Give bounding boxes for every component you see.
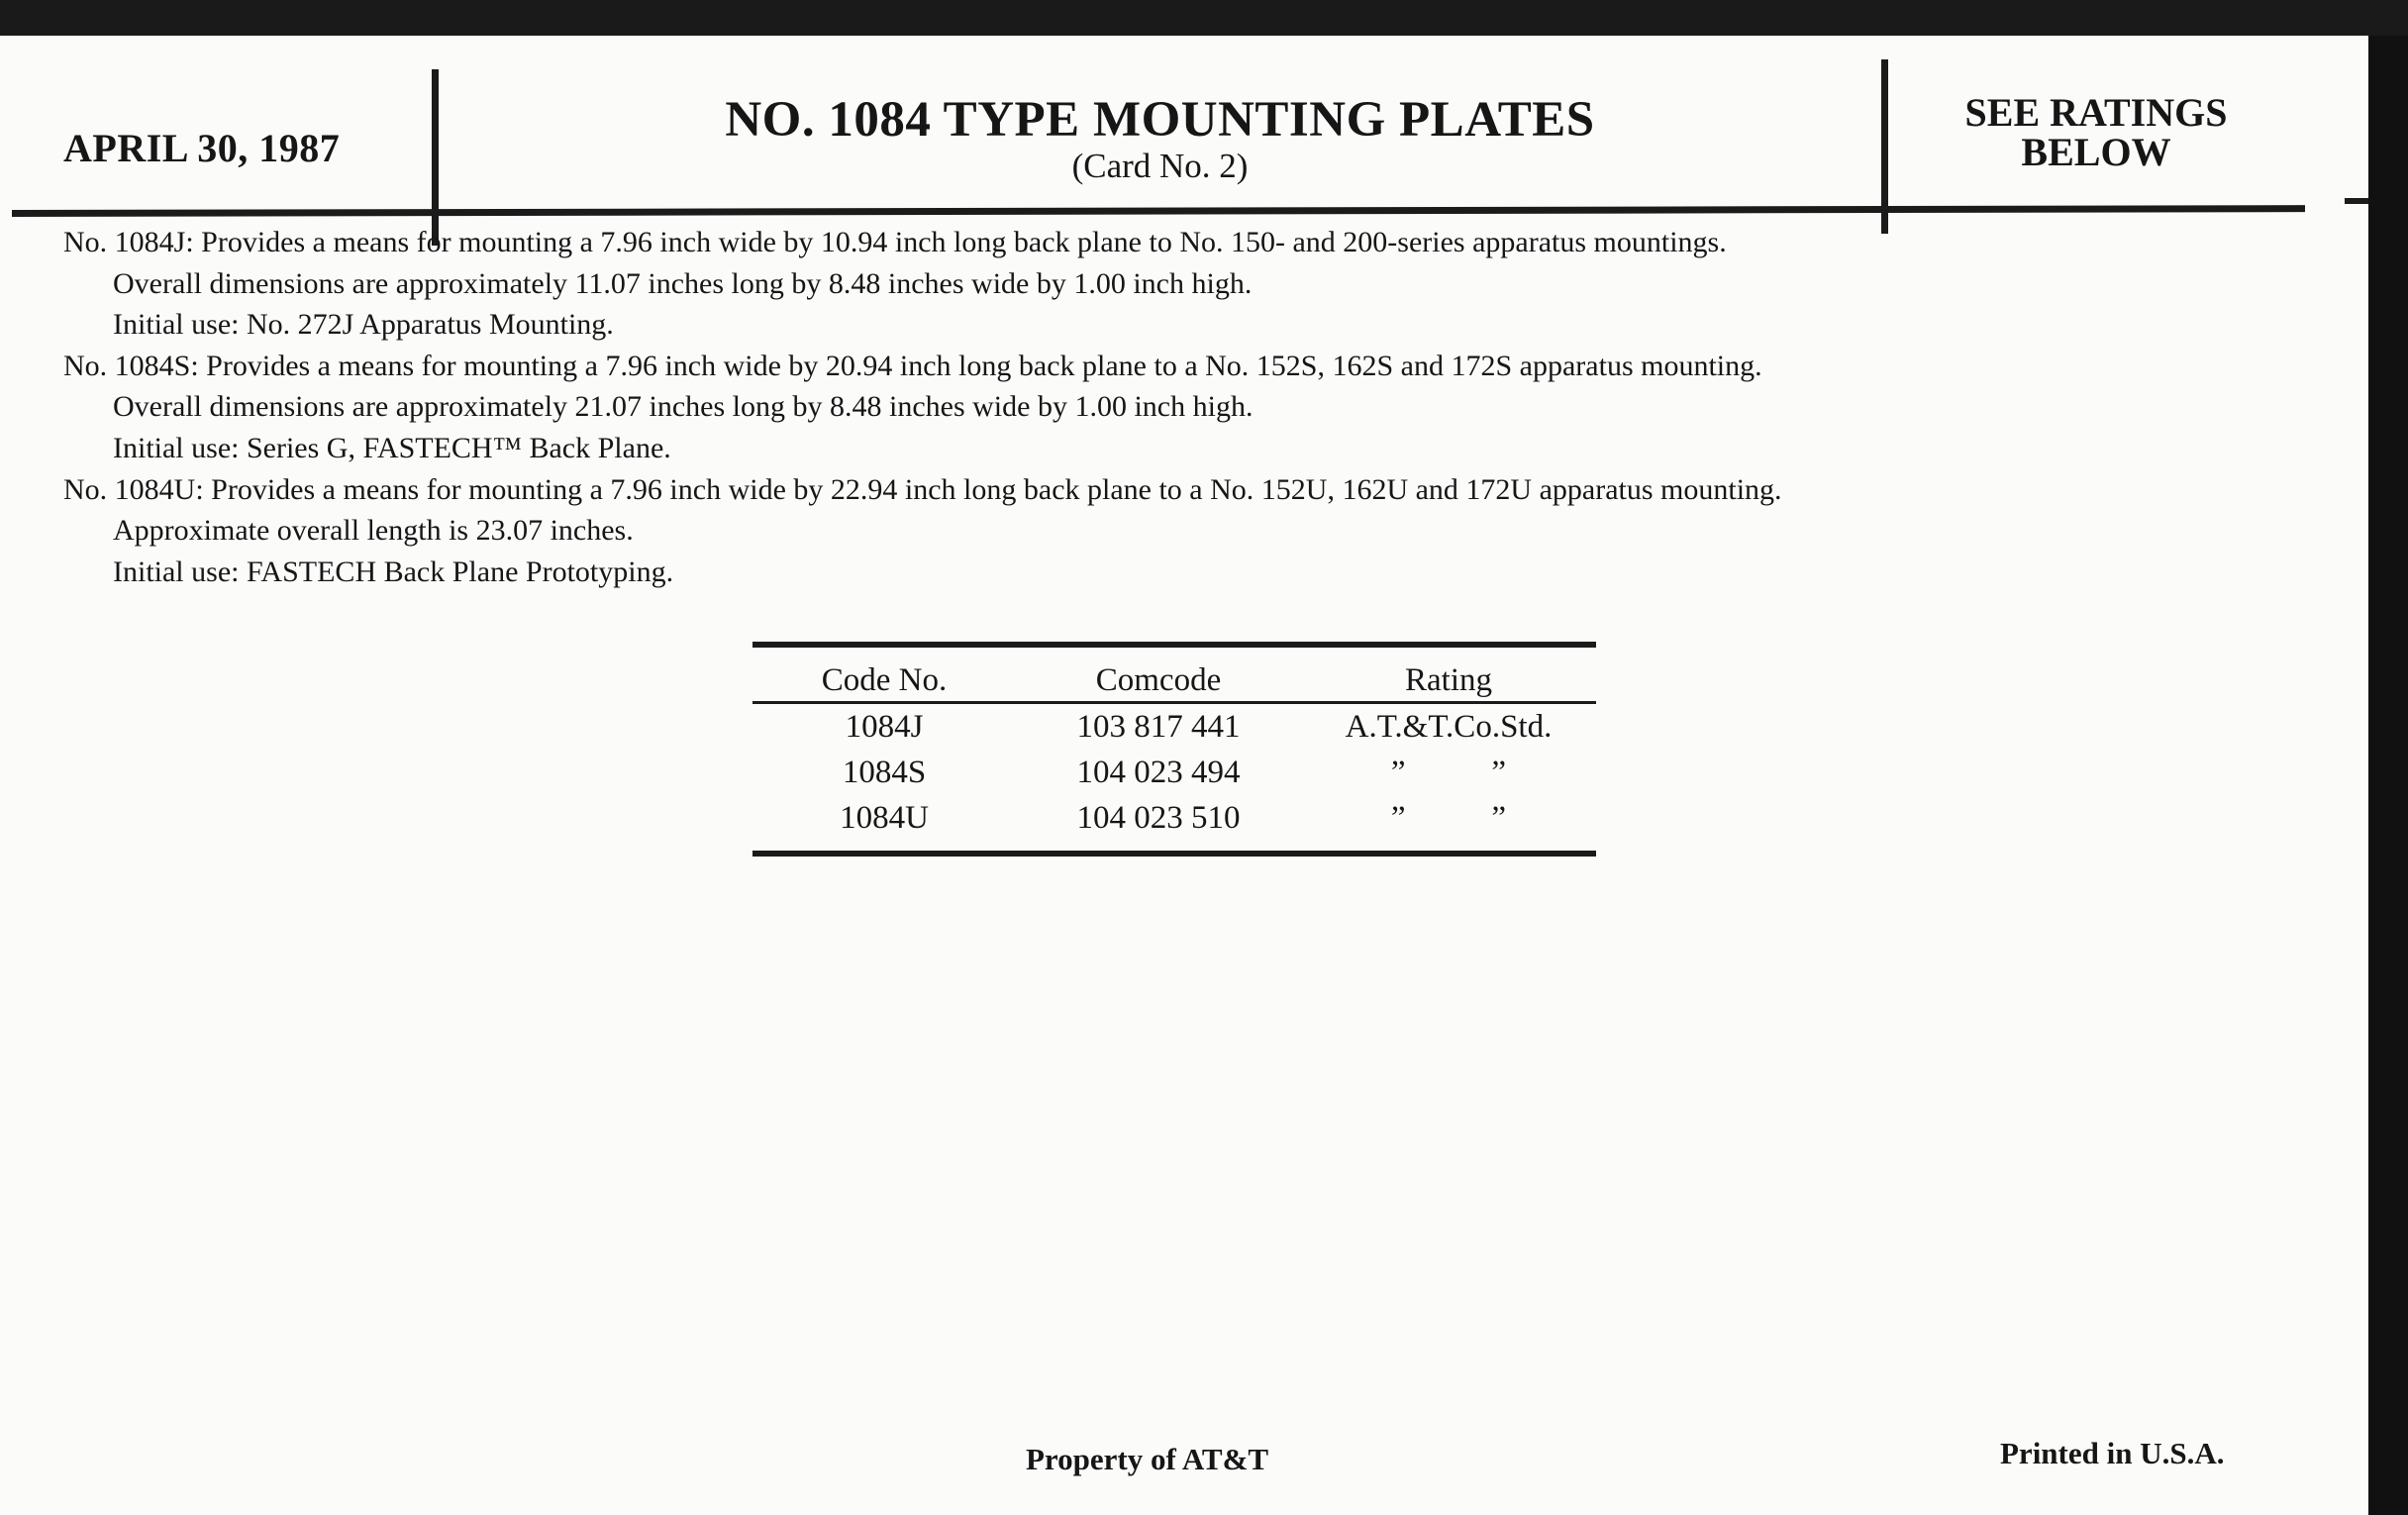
header-rule xyxy=(12,205,2305,217)
page-subtitle: (Card No. 2) xyxy=(1071,147,1249,185)
ditto-mark: ” xyxy=(1390,799,1406,836)
table-header-code: Code No. xyxy=(821,662,948,698)
description-text xyxy=(63,222,2341,592)
table-header-rating: Rating xyxy=(1405,662,1492,698)
footer-owner: Property of AT&T xyxy=(1026,1442,1269,1476)
table-row xyxy=(752,795,1596,841)
header-ratings-note xyxy=(1888,90,2304,174)
table-cell-rating: A.T.&T.Co.Std. xyxy=(1345,708,1553,745)
header-rule-stub xyxy=(2345,198,2368,204)
header-date: APRIL 30, 1987 xyxy=(63,126,341,170)
description-line: No. 1084U: Provides a means for mounting a 7.96 inch wide by 22.94 inch long back plane to a No. 152U, 162U and 172U apparatus mounting. xyxy=(63,472,1782,506)
description-line: Initial use: No. 272J Apparatus Mounting. xyxy=(113,308,614,342)
table-cell-comcode: 104 023 494 xyxy=(1076,754,1241,790)
table-cell-rating xyxy=(1301,800,1596,837)
description-line: Approximate overall length is 23.07 inches. xyxy=(113,514,634,548)
table-header-row xyxy=(752,648,1596,699)
ratings-line-2: BELOW xyxy=(2021,130,2171,174)
table-cell-code: 1084U xyxy=(840,799,929,836)
ditto-mark: ” xyxy=(1390,754,1406,790)
table-header-comcode: Comcode xyxy=(1095,662,1222,698)
table-cell-comcode: 103 817 441 xyxy=(1076,708,1241,745)
header-divider-left xyxy=(432,69,439,246)
table-row xyxy=(752,750,1596,795)
page-title: NO. 1084 TYPE MOUNTING PLATES xyxy=(725,92,1595,148)
description-line: Initial use: FASTECH Back Plane Prototyping. xyxy=(113,555,674,588)
table-cell-comcode: 104 023 510 xyxy=(1076,799,1241,836)
footer-printed: Printed in U.S.A. xyxy=(2000,1436,2225,1470)
description-line: No. 1084J: Provides a means for mounting a 7.96 inch wide by 10.94 inch long back plane to No. 150- and 200-series apparatus mountings. xyxy=(63,226,1727,258)
catalog-card xyxy=(0,36,2368,1515)
ratings-table xyxy=(752,642,1596,857)
scan-right-edge xyxy=(2368,36,2408,1515)
description-line: Overall dimensions are approximately 21.07 inches long by 8.48 inches wide by 1.00 inch high. xyxy=(113,390,1254,424)
table-cell-code: 1084S xyxy=(842,754,927,790)
table-cell-code: 1084J xyxy=(845,708,924,745)
ditto-mark: ” xyxy=(1491,799,1507,836)
table-rule-bottom xyxy=(752,851,1596,857)
ratings-line-1: SEE RATINGS xyxy=(1964,90,2228,135)
description-line: Initial use: Series G, FASTECH™ Back Plane. xyxy=(113,431,671,464)
ditto-mark: ” xyxy=(1491,754,1507,790)
description-line: Overall dimensions are approximately 11.07 inches long by 8.48 inches wide by 1.00 inch high. xyxy=(113,266,1253,300)
description-line: No. 1084S: Provides a means for mounting a 7.96 inch wide by 20.94 inch long back plane to a No. 152S, 162S and 172S apparatus mounting. xyxy=(63,349,1762,382)
table-row xyxy=(752,704,1596,750)
table-cell-rating xyxy=(1301,755,1596,791)
